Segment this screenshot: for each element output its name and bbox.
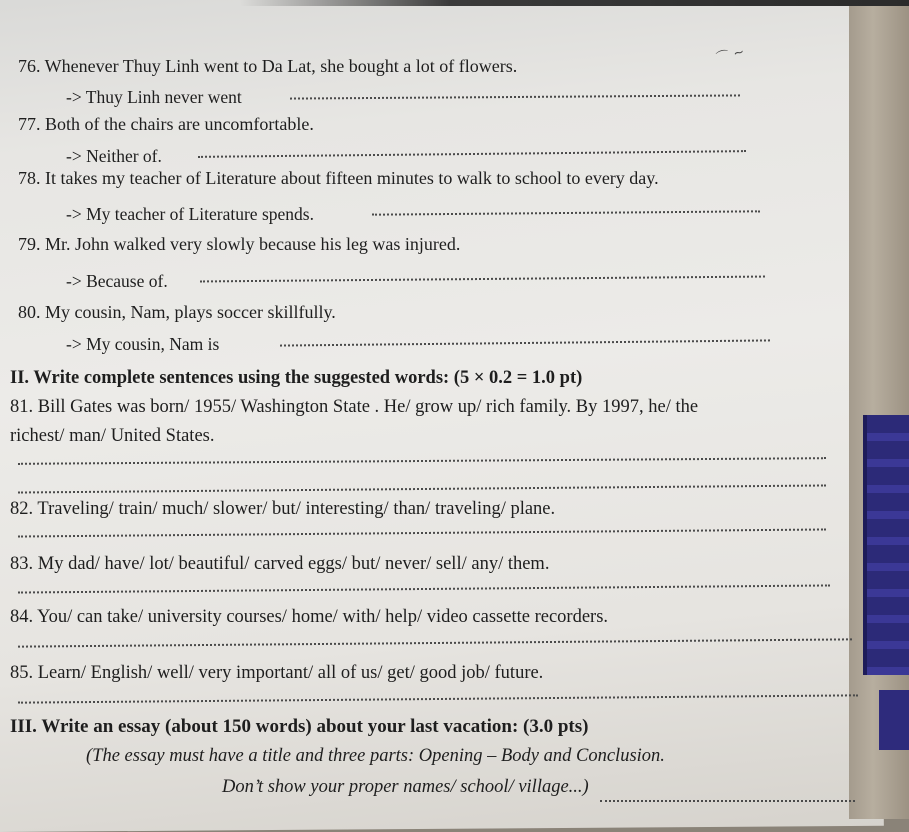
item-84: 84. You/ can take/ university courses/ home/ with/ help/ video cassette recorders. [10,607,609,627]
pen-mark: ⌒ ~ [715,44,747,67]
prompt-80: -> My cousin, Nam is [66,334,220,354]
top-edge-shadow [240,0,909,6]
prompt-77: -> Neither of. [66,146,162,166]
background-fabric-lower [879,690,909,750]
question-78: 78. It takes my teacher of Literature about fifteen minutes to walk to school to every day. [18,168,659,188]
prompt-78: -> My teacher of Literature spends. [66,204,314,224]
item-81-line-1: 81. Bill Gates was born/ 1955/ Washington State . He/ grow up/ rich family. By 1997, he/ the [10,397,699,417]
prompt-76: -> Thuy Linh never went [66,87,242,107]
prompt-79: -> Because of. [66,271,168,291]
question-77: 77. Both of the chairs are uncomfortable. [18,114,314,134]
background-fabric [863,415,909,675]
item-83: 83. My dad/ have/ lot/ beautiful/ carved eggs/ but/ never/ sell/ any/ them. [10,554,550,574]
item-81-line-2: richest/ man/ United States. [10,426,215,446]
section-2-heading: II. Write complete sentences using the suggested words: (5 × 0.2 = 1.0 pt) [10,368,583,388]
item-82: 82. Traveling/ train/ much/ slower/ but/ interesting/ than/ traveling/ plane. [10,499,556,519]
essay-trailing-line [600,800,855,802]
question-80: 80. My cousin, Nam, plays soccer skillfully. [18,302,336,322]
essay-instruction-2: Don’t show your proper names/ school/ village...) [222,777,589,797]
essay-instruction-1: (The essay must have a title and three parts: Opening – Body and Conclusion. [86,746,665,766]
item-85: 85. Learn/ English/ well/ very important/ all of us/ get/ good job/ future. [10,663,544,683]
section-3-heading: III. Write an essay (about 150 words) about your last vacation: (3.0 pts) [10,716,589,737]
question-76: 76. Whenever Thuy Linh went to Da Lat, she bought a lot of flowers. [18,56,518,76]
question-79: 79. Mr. John walked very slowly because his leg was injured. [18,234,461,254]
